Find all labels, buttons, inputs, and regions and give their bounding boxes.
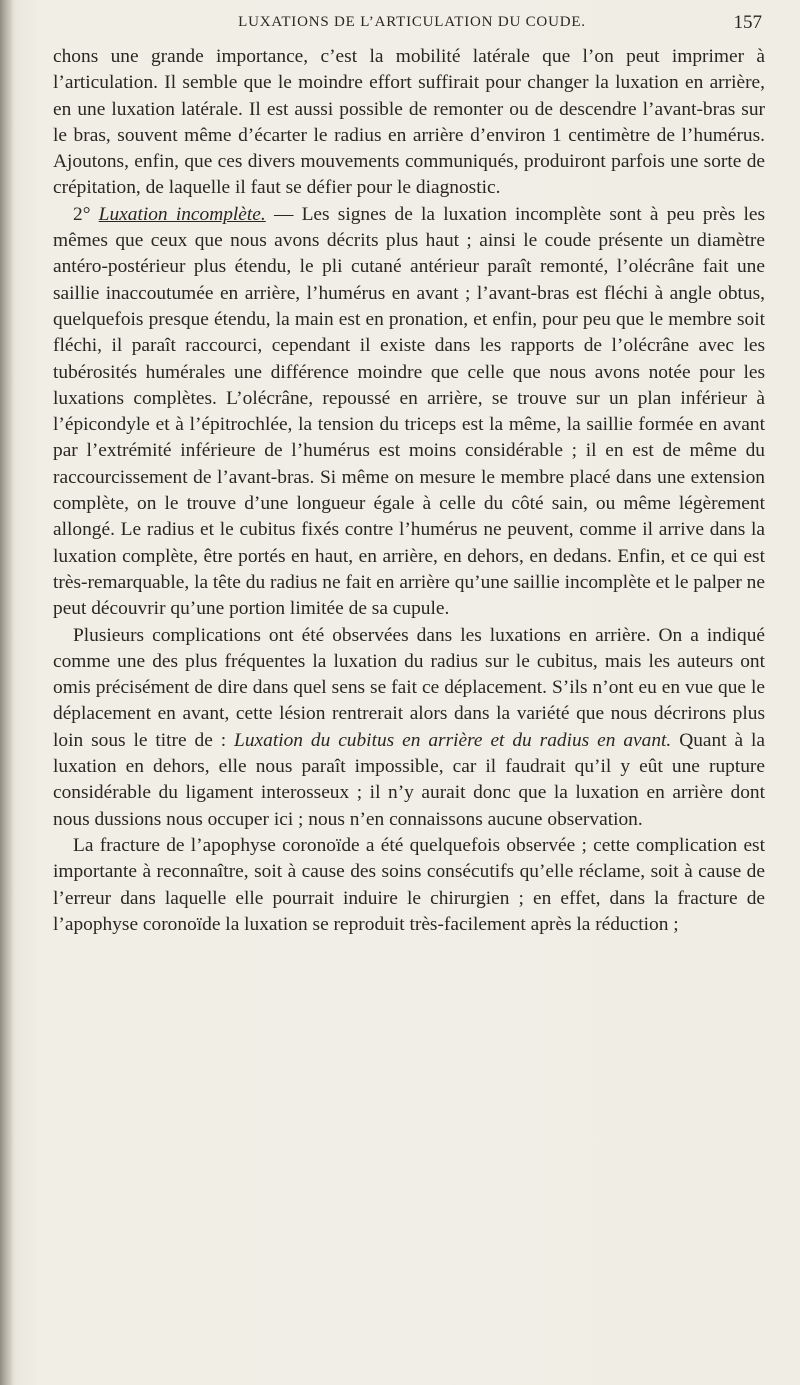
- body-text: [53, 44, 765, 938]
- paragraph-incomplete-luxation: [53, 202, 765, 623]
- complications-after: Quant à la luxation en dehors, elle nous paraît impossible, car il faudrait qu’il y eût une rupture considérable du ligament interosseux ; il n’y aurait donc que la luxation en arrière dont nous dussions nous occuper ici ; nous n’en connaissons aucune observation.: [53, 729, 765, 830]
- complications-text: Plusieurs complications ont été observées dans les luxations en arrière. On a indiqué comme une des plus fréquentes la luxation du radius sur le cubitus, mais les auteurs ont omis précisément de dire dans quel sens se fait ce déplacement. S’ils n’ont eu en vue que le déplacement en avant, cette lésion rentrerait alors dans la variété que nous décrirons plus loin sous le titre de :: [53, 624, 765, 751]
- paragraph-coronoid-fracture: La fracture de l’apophyse coronoïde a été quelquefois observée ; cette complication est importante à reconnaître, soit à cause des soins consécutifs qu’elle réclame, soit à cause de l’erreur dans laquelle elle pourrait induire le chirurgien ; en effet, dans la fracture de l’apophyse coronoïde la luxation se reproduit très-facilement après la réduction ;: [53, 834, 765, 935]
- paragraph-mobility: chons une grande importance, c’est la mobilité latérale que l’on peut imprimer à l’articulation. Il semble que le moindre effort suffirait pour changer la luxation en arrière, en une luxation latérale. Il est aussi possible de remonter ou de descendre l’avant-bras sur le bras, souvent même d’écarter le radius en arrière d’environ 1 centimètre de l’humérus. Ajoutons, enfin, que ces divers mouvements communiqués, produiront parfois une sorte de crépitation, de laquelle il faut se défier pour le diagnostic.: [53, 46, 765, 199]
- paragraph-complications: [53, 623, 765, 833]
- running-title: LUXATIONS DE L’ARTICULATION DU COUDE.: [238, 14, 586, 30]
- section-text: — Les signes de la luxation incomplète sont à peu près les mêmes que ceux que nous avons décrits plus haut ; ainsi le coude présente un diamètre antéro-postérieur plus étendu, le pli cutané antérieur paraît remonté, l’olécrâne fait une saillie inaccoutumée en arrière, l’humérus en avant ; l’avant-bras est fléchi à angle obtus, quelquefois presque étendu, la main est en pronation, et enfin, pour peu que le membre soit fléchi, il paraît raccourci, cependant il existe dans les rapports de l’olécrâne avec les tubérosités humérales une différence moindre que celle que nous avons notée pour les luxations complètes. L’olécrâne, repoussé en arrière, se trouve sur un plan inférieur à l’épicondyle et à l’épitrochlée, la tension du triceps est la même, la saillie formée en avant par l’extrémité inférieure de l’humérus est moins considérable ; il en est de même du raccourcissement de l’avant-bras. Si même on mesure le membre placé dans une extension complète, on le trouve d’une longueur égale à celle du côté sain, ou même légèrement allongé. Le radius et le cubitus fixés contre l’humérus ne peuvent, comme il arrive dans la luxation complète, être portés en haut, en arrière, en dehors, en dedans. Enfin, et ce qui est très-remarquable, la tête du radius ne fait en arrière qu’une saillie incomplète et le palper ne peut découvrir qu’une portion limitée de sa cupule.: [53, 203, 765, 620]
- section-number: 2°: [73, 203, 91, 225]
- complications-italic-title: Luxation du cubitus en arrière et du radius en avant.: [234, 729, 672, 751]
- page-number: 157: [733, 12, 762, 33]
- page-header: [62, 6, 762, 36]
- section-title: Luxation incomplète.: [98, 203, 266, 225]
- page-binding-shadow: [0, 0, 14, 1385]
